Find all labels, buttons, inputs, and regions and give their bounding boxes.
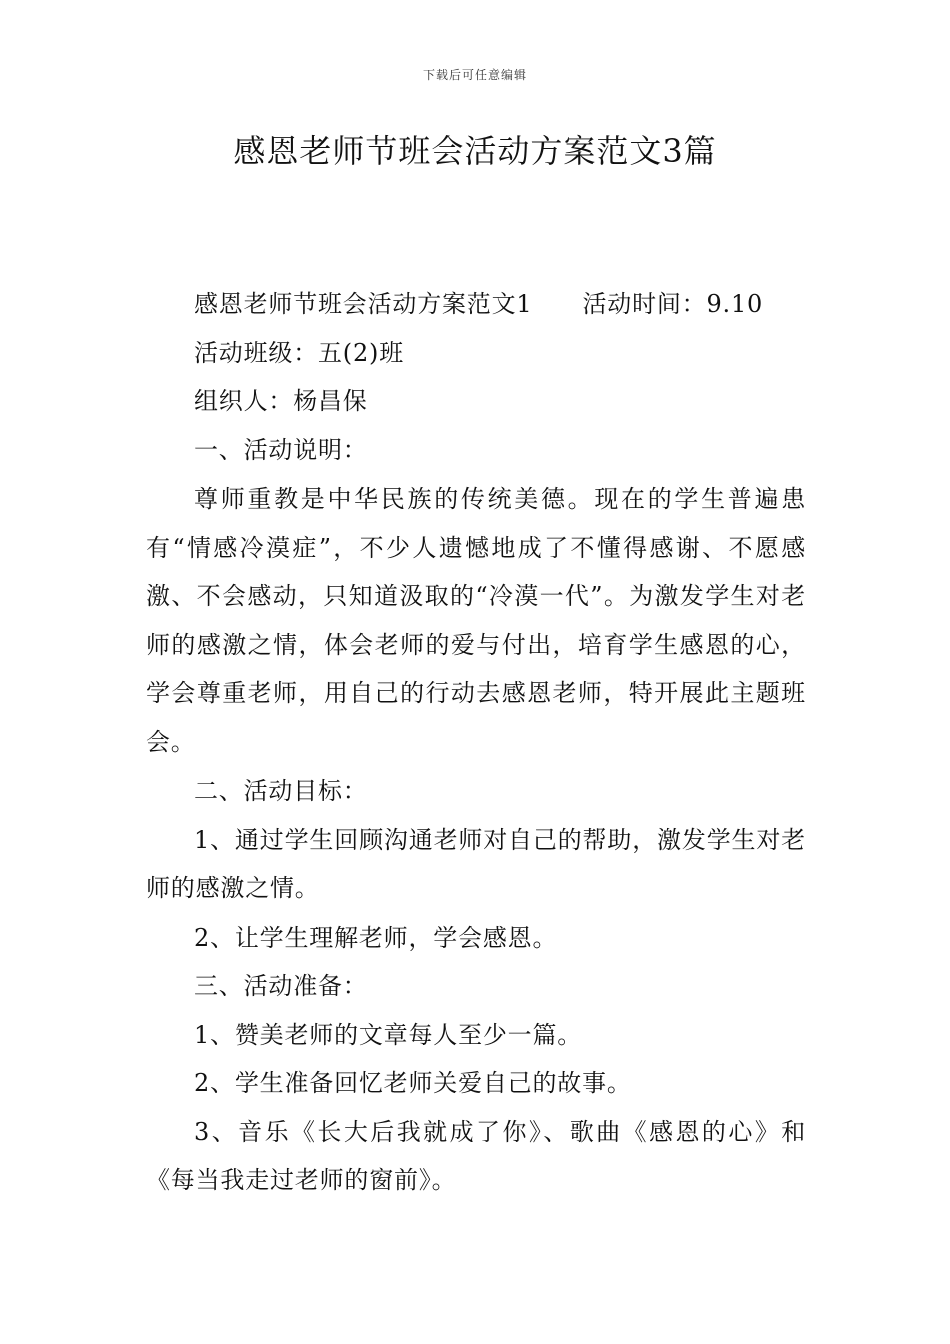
first-line <box>146 280 806 329</box>
paragraph-class: 活动班级：五(2)班 <box>194 338 404 367</box>
activity-time: 活动时间：9.10 <box>582 290 764 318</box>
document-title: 感恩老师节班会活动方案范文3篇 <box>233 132 717 170</box>
section-subtitle: 感恩老师节班会活动方案范文1 <box>194 290 533 318</box>
paragraph-prep-3: 3、音乐《长大后我就成了你》、歌曲《感恩的心》和《每当我走过老师的窗前》。 <box>146 1117 806 1194</box>
heading-preparation: 三、活动准备： <box>194 972 368 1000</box>
header-note: 下载后可任意编辑 <box>422 68 527 82</box>
heading-description: 一、活动说明： <box>194 435 368 464</box>
paragraph-prep-2: 2、学生准备回忆老师关爱自己的故事。 <box>194 1069 632 1097</box>
paragraph-goal-2: 2、让学生理解老师，学会感恩。 <box>194 923 558 952</box>
heading-goals: 二、活动目标： <box>194 777 368 805</box>
paragraph-prep-1: 1、赞美老师的文章每人至少一篇。 <box>194 1020 583 1049</box>
paragraph-goal-1: 1、通过学生回顾沟通老师对自己的帮助，激发学生对老师的感激之情。 <box>146 825 806 902</box>
paragraph-organizer: 组织人：杨昌保 <box>194 387 368 415</box>
paragraph-description: 尊师重教是中华民族的传统美德。现在的学生普遍患有“情感冷漠症”，不少人遗憾地成了不懂得感谢、不愿感激、不会感动，只知道汲取的“冷漠一代”。为激发学生对老师的感激之情，体会老师的爱与付出，培育学生感恩的心，学会尊重老师，用自己的行动去感恩老师，特开展此主题班会。 <box>146 485 806 756</box>
document-body <box>146 280 806 1205</box>
